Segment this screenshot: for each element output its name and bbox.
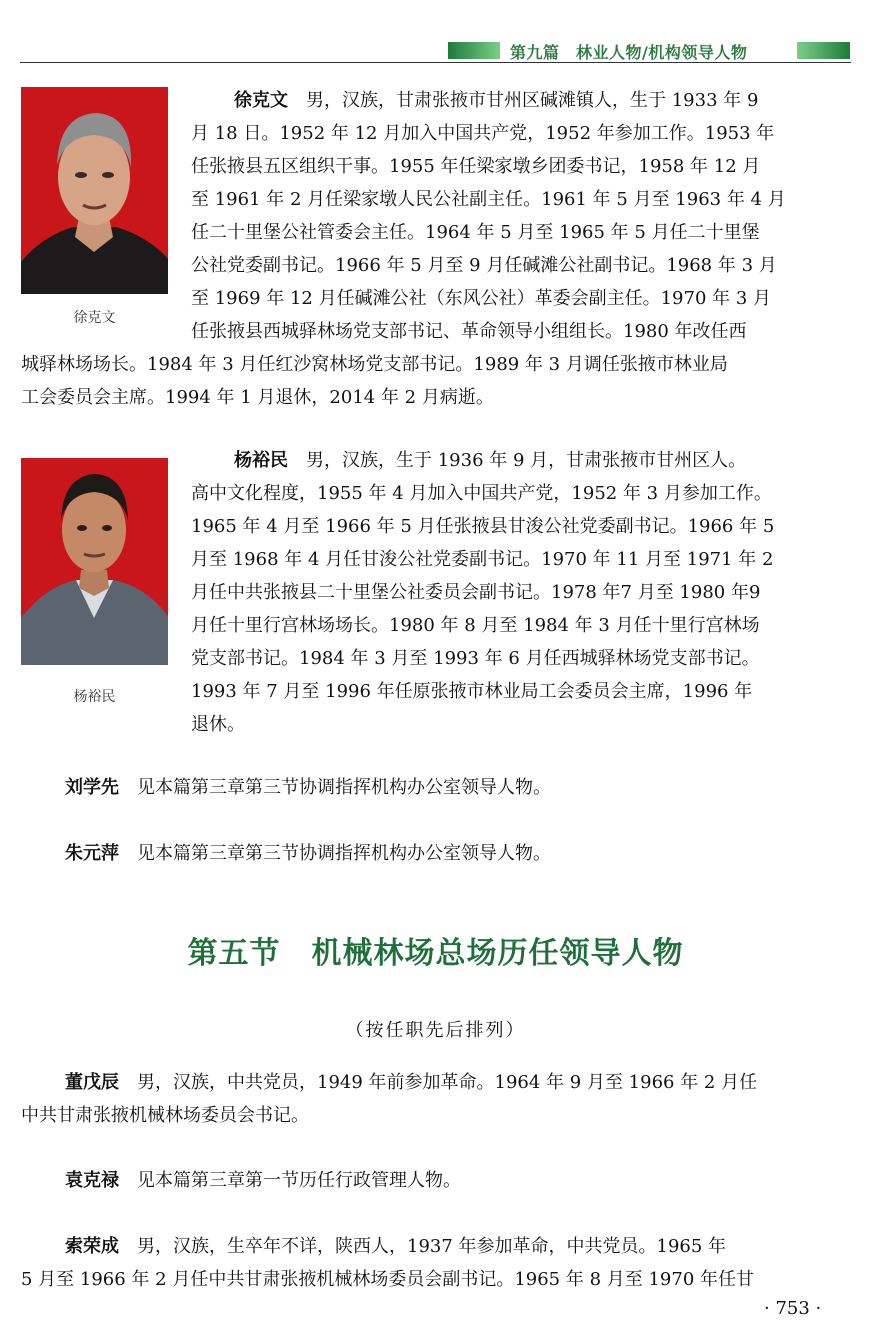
section-subtitle: （按任职先后排列） bbox=[345, 1020, 526, 1041]
bio-line: 至 1961 年 2 月任梁家墩人民公社副主任。1961 年 5 月至 1963 年 4 月 bbox=[191, 189, 786, 210]
person-name: 朱元萍 bbox=[65, 843, 119, 864]
portrait-photo-xu-kewen bbox=[21, 87, 168, 294]
person-name: 索荣成 bbox=[65, 1236, 119, 1257]
portrait-caption: 徐克文 bbox=[73, 310, 116, 326]
header-decor-bar-left bbox=[448, 42, 500, 59]
bio-line: 工会委员会主席。1994 年 1 月退休，2014 年 2 月病逝。 bbox=[21, 387, 494, 408]
person-name: 袁克禄 bbox=[65, 1170, 119, 1191]
person-name: 杨裕民 bbox=[234, 450, 288, 471]
bio-line: 月 18 日。1952 年 12 月加入中国共产党，1952 年参加工作。1953 年 bbox=[191, 123, 775, 144]
bio-line: 党支部书记。1984 年 3 月至 1993 年 6 月任西城驿林场党支部书记。 bbox=[191, 648, 760, 669]
bio-line: 徐克文 男，汉族，甘肃张掖市甘州区碱滩镇人，生于 1933 年 9 bbox=[234, 90, 759, 111]
entry-line: 索荣成 男，汉族，生卒年不详，陕西人，1937 年参加革命，中共党员。1965 年 bbox=[65, 1236, 727, 1257]
bio-line: 月任中共张掖县二十里堡公社委员会副书记。1978 年7 月至 1980 年9 bbox=[191, 582, 761, 603]
page-number: · 753 · bbox=[764, 1298, 822, 1319]
bio-line: 任二十里堡公社管委会主任。1964 年 5 月至 1965 年 5 月任二十里堡 bbox=[191, 222, 760, 243]
person-name: 董戊辰 bbox=[65, 1072, 119, 1093]
entry-line: 中共甘肃张掖机械林场委员会书记。 bbox=[21, 1105, 309, 1126]
bio-line: 月任十里行宫林场场长。1980 年 8 月至 1984 年 3 月任十里行宫林场 bbox=[191, 615, 760, 636]
person-name: 刘学先 bbox=[65, 777, 119, 798]
header-title: 第九篇 林业人物/机构领导人物 bbox=[510, 43, 748, 62]
bio-line: 月至 1968 年 4 月任甘浚公社党委副书记。1970 年 11 月至 1971 年 2 bbox=[191, 549, 774, 570]
bio-line: 高中文化程度，1955 年 4 月加入中国共产党，1952 年 3 月参加工作。 bbox=[191, 483, 772, 504]
header-decor-bar-right bbox=[797, 42, 850, 59]
portrait-photo-yang-yumin bbox=[21, 458, 168, 665]
reference-entry: 刘学先 见本篇第三章第三节协调指挥机构办公室领导人物。 bbox=[65, 777, 551, 798]
header-rule bbox=[20, 62, 851, 63]
entry-line: 董戊辰 男，汉族，中共党员，1949 年前参加革命。1964 年 9 月至 1966 年 2 月任 bbox=[65, 1072, 758, 1093]
section-title: 第五节 机械林场总场历任领导人物 bbox=[187, 936, 684, 971]
bio-line: 1993 年 7 月至 1996 年任原张掖市林业局工会委员会主席，1996 年 bbox=[191, 681, 753, 702]
bio-line: 任张掖县西城驿林场党支部书记、革命领导小组组长。1980 年改任西 bbox=[191, 321, 747, 342]
portrait-caption: 杨裕民 bbox=[73, 689, 116, 705]
entry-line: 袁克禄 见本篇第三章第一节历任行政管理人物。 bbox=[65, 1170, 461, 1191]
bio-line: 杨裕民 男，汉族，生于 1936 年 9 月，甘肃张掖市甘州区人。 bbox=[234, 450, 747, 471]
bio-line: 1965 年 4 月至 1966 年 5 月任张掖县甘浚公社党委副书记。1966 年 5 bbox=[191, 516, 775, 537]
portrait-illustration bbox=[21, 87, 168, 294]
bio-line: 退休。 bbox=[191, 714, 245, 735]
bio-line: 城驿林场场长。1984 年 3 月任红沙窝林场党支部书记。1989 年 3 月调任张掖市林业局 bbox=[21, 354, 728, 375]
bio-line: 至 1969 年 12 月任碱滩公社（东风公社）革委会副主任。1970 年 3 月 bbox=[191, 288, 772, 309]
portrait-illustration bbox=[21, 458, 168, 665]
bio-line: 任张掖县五区组织干事。1955 年任梁家墩乡团委书记，1958 年 12 月 bbox=[191, 156, 761, 177]
bio-line: 公社党委副书记。1966 年 5 月至 9 月任碱滩公社副书记。1968 年 3 月 bbox=[191, 255, 777, 276]
entry-line: 5 月至 1966 年 2 月任中共甘肃张掖机械林场委员会副书记。1965 年 8 月至 1970 年任甘 bbox=[21, 1269, 754, 1290]
person-name: 徐克文 bbox=[234, 90, 288, 111]
page-header bbox=[0, 0, 871, 66]
reference-entry: 朱元萍 见本篇第三章第三节协调指挥机构办公室领导人物。 bbox=[65, 843, 551, 864]
